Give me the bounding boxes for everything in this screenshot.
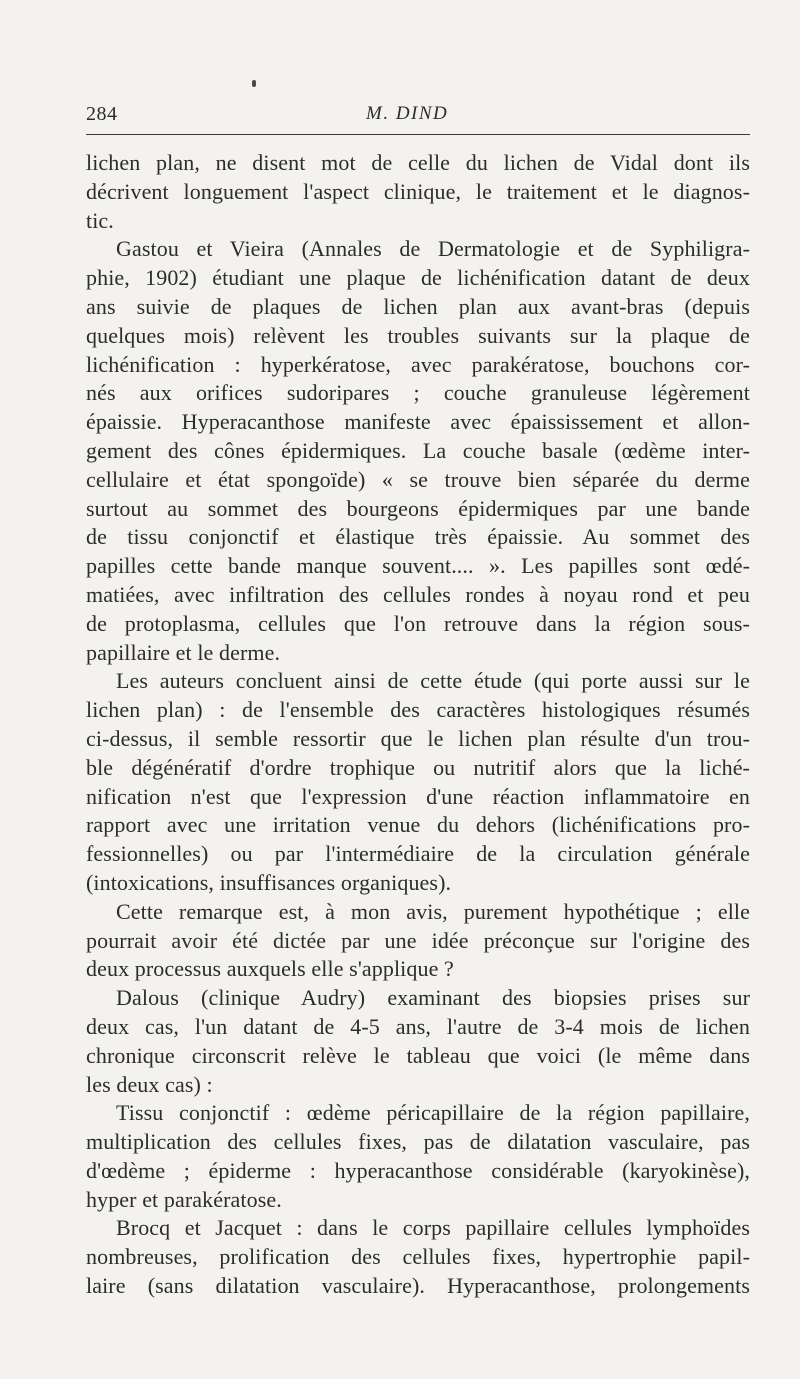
- ink-mark: [252, 80, 256, 87]
- text-line: multiplication des cellules fixes, pas de dilatation vasculaire, pas: [86, 1129, 750, 1155]
- text-line: Les auteurs concluent ainsi de cette étude (qui porte aussi sur le: [116, 668, 750, 694]
- body-text: [86, 149, 750, 1301]
- text-line: nombreuses, prolification des cellules fixes, hypertrophie papil-: [86, 1244, 750, 1270]
- text-line: ci-dessus, il semble ressortir que le lichen plan résulte d'un trou-: [86, 725, 750, 751]
- text-line: nés aux orifices sudoripares ; couche granuleuse légèrement: [86, 380, 750, 406]
- text-line: Tissu conjonctif : œdème péricapillaire de la région papillaire,: [116, 1100, 750, 1126]
- text-line: cellulaire et état spongoïde) « se trouve bien séparée du derme: [86, 466, 750, 492]
- text-line: d'œdème ; épiderme : hyperacanthose considérable (karyokinèse),: [86, 1157, 750, 1183]
- running-title: M. DIND: [366, 103, 449, 124]
- text-line: matiées, avec infiltration des cellules rondes à noyau rond et peu: [86, 581, 750, 607]
- text-line: papilles cette bande manque souvent.... ». Les papilles sont œdé-: [86, 553, 750, 579]
- text-line: tic.: [86, 207, 114, 233]
- text-line: Brocq et Jacquet : dans le corps papillaire cellules lymphoïdes: [116, 1215, 750, 1241]
- text-line: lichen plan, ne disent mot de celle du lichen de Vidal dont ils: [86, 150, 750, 175]
- text-line: chronique circonscrit relève le tableau que voici (le même dans: [86, 1042, 750, 1068]
- text-line: ans suivie de plaques de lichen plan aux avant-bras (depuis: [86, 293, 750, 319]
- text-line: ble dégénératif d'ordre trophique ou nutritif alors que la liché-: [86, 754, 750, 780]
- text-line: surtout au sommet des bourgeons épidermiques par une bande: [86, 495, 750, 521]
- text-line: de protoplasma, cellules que l'on retrouve dans la région sous-: [86, 610, 750, 636]
- text-line: (intoxications, insuffisances organiques).: [86, 869, 452, 895]
- text-line: lichénification : hyperkératose, avec parakératose, bouchons cor-: [86, 351, 750, 377]
- text-line: lichen plan) : de l'ensemble des caractères histologiques résumés: [86, 697, 750, 723]
- text-line: nification n'est que l'expression d'une réaction inflammatoire en: [86, 783, 750, 809]
- text-line: fessionnelles) ou par l'intermédiaire de la circulation générale: [86, 841, 750, 867]
- text-line: épaissie. Hyperacanthose manifeste avec épaississement et allon-: [86, 409, 750, 435]
- header-rule: [86, 134, 750, 135]
- text-line: phie, 1902) étudiant une plaque de lichénification datant de deux: [86, 265, 750, 291]
- text-line: Gastou et Vieira (Annales de Dermatologie et de Syphiligra-: [116, 236, 750, 262]
- text-line: de tissu conjonctif et élastique très épaissie. Au sommet des: [86, 524, 750, 550]
- text-line: papillaire et le derme.: [86, 639, 281, 665]
- text-line: hyper et parakératose.: [86, 1186, 282, 1212]
- text-line: deux cas, l'un datant de 4-5 ans, l'autre de 3-4 mois de lichen: [86, 1013, 750, 1039]
- text-line: Dalous (clinique Audry) examinant des biopsies prises sur: [116, 985, 750, 1011]
- text-line: Cette remarque est, à mon avis, purement hypothétique ; elle: [116, 898, 750, 924]
- text-line: les deux cas) :: [86, 1071, 213, 1097]
- page-number: 284: [86, 103, 118, 125]
- text-line: laire (sans dilatation vasculaire). Hyperacanthose, prolongements: [86, 1273, 750, 1299]
- text-line: pourrait avoir été dictée par une idée préconçue sur l'origine des: [86, 927, 750, 953]
- text-line: décrivent longuement l'aspect clinique, le traitement et le diagnos-: [86, 178, 750, 204]
- text-line: deux processus auxquels elle s'applique ?: [86, 956, 454, 982]
- text-line: quelques mois) relèvent les troubles suivants sur la plaque de: [86, 322, 750, 348]
- text-line: rapport avec une irritation venue du dehors (lichénifications pro-: [86, 812, 750, 838]
- text-line: gement des cônes épidermiques. La couche basale (œdème inter-: [86, 437, 750, 463]
- running-head: [86, 103, 750, 137]
